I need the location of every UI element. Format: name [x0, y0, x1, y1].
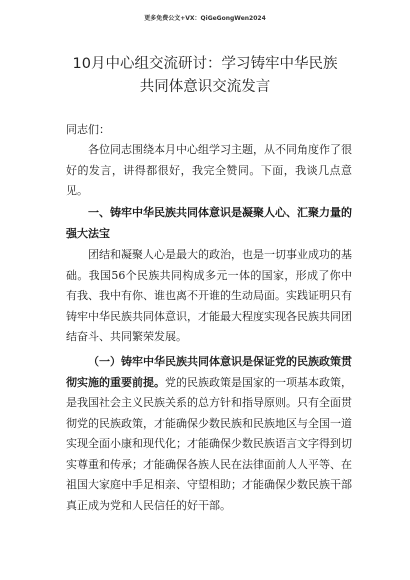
title-line-2: 共同体意识交流发言: [139, 79, 271, 95]
paragraph-opening: 各位同志围绕本月中心组学习主题，从不同角度作了很好的发言，讲得都很好，我完全赞同。下面，我谈几点意见。: [66, 143, 352, 197]
paragraph-unity: 团结和凝聚人心是最大的政治，也是一切事业成功的基础。我国56个民族共同构成多元一体的国家，形成了你中有我、我中有你、谁也离不开谁的生动局面。实践证明只有铸牢中华民族共同体意识，才能最大程度实现各民族共同团结奋斗、共同繁荣发展。: [66, 248, 352, 343]
subsection-1-body: 党的民族政策是国家的一项基本政策，是我国社会主义民族关系的总方针和指导原则。只有全面贯彻党的民族政策，才能确保少数民族和民族地区与全国一道实现全面小康和现代化；才能确保少数民族语言文字得到切实尊重和传承；才能确保各族人民在法律面前人人平等、在祖国大家庭中手足相亲、守望相助；才能确保少数民族干部真正成为党和人民信任的好干部。: [66, 375, 352, 512]
subsection-1-lead: （一）铸牢中华民族共同体意识是保证党的民族政策贯彻实施的重要前提。: [66, 355, 352, 389]
page-title: [40, 53, 370, 99]
section-heading-1: 一、铸牢中华民族共同体意识是凝聚人心、汇聚力量的强大法宝: [66, 206, 352, 240]
paragraph-subsection-1: [66, 352, 352, 516]
watermark-text: 更多免费公文+VX：QiGeGongWen2024: [144, 15, 266, 22]
salutation: 同志们：: [66, 123, 110, 136]
title-line-1: 10月中心组交流研讨：学习铸牢中华民族: [72, 56, 338, 72]
